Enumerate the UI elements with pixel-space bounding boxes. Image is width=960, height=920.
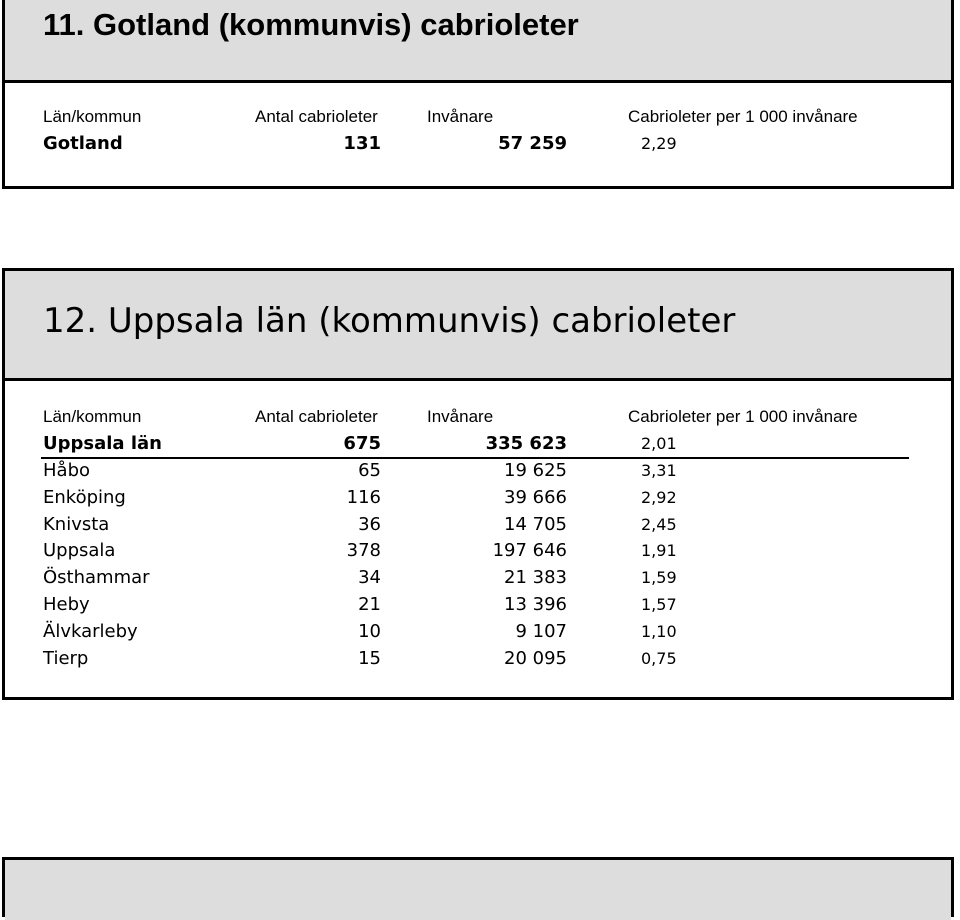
cell-antal: 34 [358, 567, 381, 589]
table-row [5, 565, 951, 591]
cell-per-1000: 1,59 [641, 568, 677, 588]
section-11-title-bar [5, 0, 951, 83]
cell-antal: 10 [358, 620, 381, 642]
cell-antal: 21 [358, 594, 381, 615]
cell-invanare: 13 396 [504, 594, 567, 615]
header-antal: Antal cabrioleter [255, 107, 378, 126]
section-12-box [2, 268, 954, 700]
cell-per-1000: 1,10 [641, 621, 677, 641]
header-lan-kommun: Län/kommun [43, 107, 142, 126]
section-13-box [2, 857, 954, 917]
header-lan-kommun: Län/kommun [43, 407, 142, 426]
cell-antal: 36 [358, 513, 381, 535]
header-antal: Antal cabrioleter [255, 407, 378, 426]
cell-per-1000: 2,01 [641, 434, 677, 453]
cell-name: Tierp [43, 647, 89, 669]
table-row [5, 592, 951, 618]
table-row [5, 646, 951, 672]
cell-antal: 131 [343, 133, 381, 154]
cell-invanare: 39 666 [504, 486, 567, 508]
table-row [5, 485, 951, 511]
section-12-header-row [5, 404, 951, 430]
cell-per-1000: 1,91 [641, 541, 677, 561]
cell-invanare: 57 259 [498, 133, 567, 154]
table-row [5, 458, 951, 484]
cell-invanare: 197 646 [492, 540, 567, 562]
cell-invanare: 9 107 [515, 620, 567, 642]
cell-per-1000: 2,29 [641, 134, 677, 153]
cell-name: Uppsala [43, 540, 116, 562]
table-row [5, 512, 951, 538]
cell-antal: 15 [358, 647, 381, 669]
cell-per-1000: 0,75 [641, 648, 677, 668]
cell-name: Uppsala län [43, 433, 162, 454]
cell-invanare: 335 623 [485, 433, 567, 454]
cell-antal: 675 [343, 433, 381, 454]
cell-antal: 65 [358, 460, 381, 481]
section-12-title: 12. Uppsala län (kommunvis) cabrioleter [43, 301, 736, 341]
table-row [5, 131, 951, 157]
section-11-header-row [5, 104, 951, 130]
table-row [5, 431, 951, 457]
cell-per-1000: 2,92 [641, 487, 677, 507]
section-11-box [2, 0, 954, 189]
cell-name: Enköping [43, 486, 126, 508]
cell-invanare: 19 625 [504, 460, 567, 481]
cell-invanare: 21 383 [504, 567, 567, 589]
header-invanare: Invånare [427, 407, 494, 426]
table-row [5, 619, 951, 645]
cell-antal: 378 [346, 540, 381, 562]
table-row [5, 538, 951, 564]
header-invanare: Invånare [427, 107, 494, 126]
cell-name: Heby [43, 594, 90, 615]
section-12-title-bar [5, 271, 951, 381]
cell-name: Håbo [43, 460, 91, 481]
header-per-1000: Cabrioleter per 1 000 invånare [628, 107, 858, 126]
cell-name: Östhammar [43, 567, 150, 589]
cell-invanare: 20 095 [504, 647, 567, 669]
cell-per-1000: 1,57 [641, 595, 677, 614]
cell-name: Älvkarleby [43, 620, 138, 642]
cell-name: Gotland [43, 133, 123, 154]
header-per-1000: Cabrioleter per 1 000 invånare [628, 407, 858, 426]
cell-per-1000: 2,45 [641, 514, 677, 534]
cell-antal: 116 [346, 486, 381, 508]
cell-name: Knivsta [43, 513, 110, 535]
cell-invanare: 14 705 [504, 513, 567, 535]
section-13-title-bar [5, 860, 951, 920]
section-11-title: 11. Gotland (kommunvis) cabrioleter [43, 7, 579, 42]
cell-per-1000: 3,31 [641, 461, 677, 480]
